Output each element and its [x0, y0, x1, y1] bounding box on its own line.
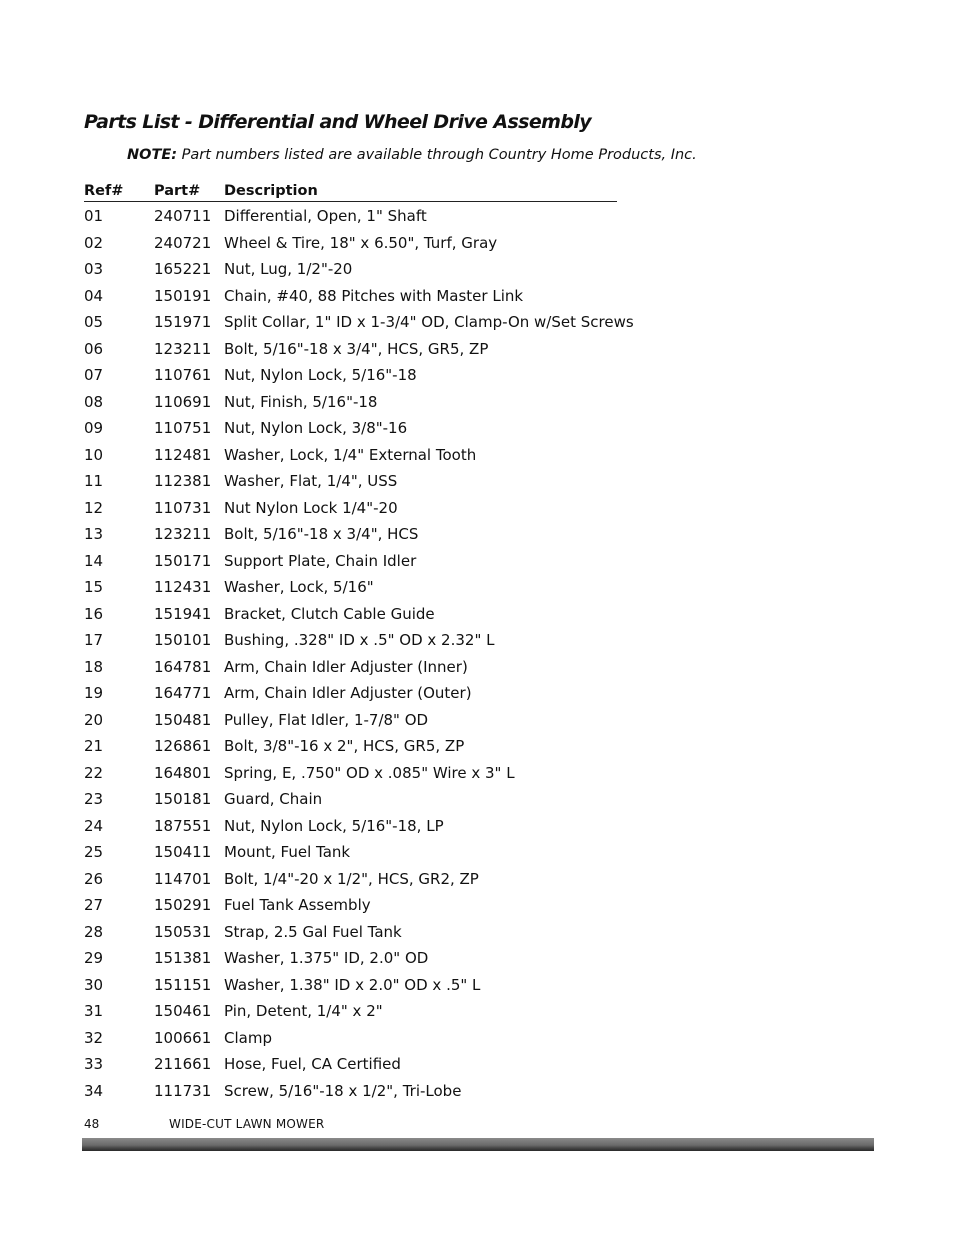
row-description: Nut, Nylon Lock, 3/8"-16 — [224, 419, 408, 437]
row-part: 151151 — [154, 975, 212, 994]
row-part: 165221 — [154, 260, 212, 278]
row-ref: 20 — [84, 710, 104, 729]
row-ref: 31 — [84, 1002, 104, 1020]
row-part: 151971 — [154, 313, 212, 331]
row-ref: 04 — [84, 286, 104, 305]
table-row — [84, 472, 644, 499]
header-rule — [84, 201, 617, 202]
header-ref: Ref# — [84, 183, 124, 199]
row-ref: 07 — [84, 366, 104, 384]
table-row — [84, 1029, 644, 1056]
row-description: Split Collar, 1" ID x 1-3/4" OD, Clamp-On w/Set Screws — [224, 313, 634, 331]
table-row — [84, 499, 644, 526]
row-part: 150481 — [154, 710, 212, 729]
row-description: Nut, Nylon Lock, 5/16"-18 — [224, 366, 417, 384]
row-part: 164801 — [154, 763, 212, 782]
table-row — [84, 923, 644, 950]
table-row — [84, 578, 644, 605]
table-row — [84, 340, 644, 367]
row-description: Arm, Chain Idler Adjuster (Outer) — [224, 684, 472, 702]
row-part: 150171 — [154, 551, 212, 570]
row-ref: 25 — [84, 843, 104, 861]
row-description: Bolt, 5/16"-18 x 3/4", HCS — [224, 525, 419, 543]
row-ref: 18 — [84, 657, 104, 676]
row-description: Washer, 1.375" ID, 2.0" OD — [224, 949, 429, 967]
row-ref: 14 — [84, 551, 104, 570]
row-part: 150411 — [154, 843, 212, 861]
row-description: Nut, Finish, 5/16"-18 — [224, 392, 378, 411]
note-text: Part numbers listed are available through Country Home Products, Inc. — [177, 147, 697, 163]
row-description: Differential, Open, 1" Shaft — [224, 207, 427, 225]
table-row — [84, 949, 644, 976]
footer-bar — [82, 1138, 874, 1151]
table-row — [84, 1002, 644, 1029]
table-row — [84, 260, 644, 287]
row-part: 211661 — [154, 1055, 212, 1073]
row-ref: 01 — [84, 207, 104, 225]
row-ref: 13 — [84, 525, 104, 543]
row-ref: 33 — [84, 1055, 104, 1073]
row-part: 100661 — [154, 1028, 212, 1047]
row-ref: 28 — [84, 922, 104, 941]
table-row — [84, 393, 644, 420]
table-row — [84, 287, 644, 314]
table-row — [84, 684, 644, 711]
row-description: Bolt, 3/8"-16 x 2", HCS, GR5, ZP — [224, 737, 465, 755]
row-ref: 22 — [84, 763, 104, 782]
row-description: Washer, Flat, 1/4", USS — [224, 472, 398, 490]
parts-table — [84, 183, 634, 1100]
row-description: Guard, Chain — [224, 790, 323, 808]
page-title: Parts List - Differential and Wheel Drive Assembly — [84, 111, 592, 133]
table-row — [84, 737, 644, 764]
row-part: 164771 — [154, 684, 212, 702]
table-row — [84, 764, 644, 791]
row-ref: 26 — [84, 869, 104, 888]
row-description: Chain, #40, 88 Pitches with Master Link — [224, 286, 524, 305]
row-part: 112481 — [154, 445, 212, 464]
table-row — [84, 207, 644, 234]
row-part: 126861 — [154, 737, 212, 755]
row-part: 110731 — [154, 498, 212, 517]
table-row — [84, 313, 644, 340]
row-description: Pulley, Flat Idler, 1-7/8" OD — [224, 710, 429, 729]
table-row — [84, 234, 644, 261]
row-description: Bolt, 5/16"-18 x 3/4", HCS, GR5, ZP — [224, 339, 489, 358]
table-row — [84, 605, 644, 632]
row-ref: 17 — [84, 631, 104, 649]
row-part: 123211 — [154, 339, 212, 358]
row-description: Nut, Nylon Lock, 5/16"-18, LP — [224, 816, 444, 835]
row-ref: 19 — [84, 684, 104, 702]
row-ref: 27 — [84, 896, 104, 914]
row-description: Mount, Fuel Tank — [224, 843, 351, 861]
row-ref: 15 — [84, 578, 104, 596]
row-part: 112431 — [154, 578, 212, 596]
footer-doc-title: WIDE-CUT LAWN MOWER — [169, 1117, 325, 1131]
row-ref: 34 — [84, 1081, 104, 1100]
row-ref: 03 — [84, 260, 104, 278]
row-part: 114701 — [154, 869, 212, 888]
row-part: 150191 — [154, 286, 212, 305]
row-ref: 08 — [84, 392, 104, 411]
table-row — [84, 525, 644, 552]
table-row — [84, 552, 644, 579]
row-description: Pin, Detent, 1/4" x 2" — [224, 1002, 383, 1020]
row-ref: 32 — [84, 1028, 104, 1047]
table-row — [84, 446, 644, 473]
row-part: 111731 — [154, 1081, 212, 1100]
row-ref: 10 — [84, 445, 104, 464]
table-row — [84, 896, 644, 923]
note-label: NOTE: — [127, 147, 178, 163]
row-description: Fuel Tank Assembly — [224, 896, 371, 914]
row-part: 187551 — [154, 816, 212, 835]
table-row — [84, 1055, 644, 1082]
row-description: Washer, 1.38" ID x 2.0" OD x .5" L — [224, 975, 481, 994]
table-row — [84, 631, 644, 658]
row-description: Arm, Chain Idler Adjuster (Inner) — [224, 657, 468, 676]
row-part: 110761 — [154, 366, 212, 384]
row-description: Hose, Fuel, CA Certified — [224, 1055, 401, 1073]
row-description: Spring, E, .750" OD x .085" Wire x 3" L — [224, 763, 515, 782]
row-ref: 02 — [84, 233, 104, 252]
row-ref: 16 — [84, 604, 104, 623]
row-ref: 30 — [84, 975, 104, 994]
row-ref: 24 — [84, 816, 104, 835]
row-ref: 29 — [84, 949, 104, 967]
row-ref: 12 — [84, 498, 104, 517]
table-row — [84, 711, 644, 738]
table-row — [84, 976, 644, 1003]
row-ref: 06 — [84, 339, 104, 358]
row-part: 150101 — [154, 631, 212, 649]
row-part: 110691 — [154, 392, 212, 411]
row-description: Bracket, Clutch Cable Guide — [224, 604, 435, 623]
table-row — [84, 366, 644, 393]
row-description: Bushing, .328" ID x .5" OD x 2.32" L — [224, 631, 495, 649]
row-part: 150291 — [154, 896, 212, 914]
row-part: 150461 — [154, 1002, 212, 1020]
table-row — [84, 870, 644, 897]
row-ref: 11 — [84, 472, 104, 490]
row-description: Clamp — [224, 1028, 272, 1047]
row-part: 240711 — [154, 207, 212, 225]
row-ref: 21 — [84, 737, 104, 755]
table-row — [84, 419, 644, 446]
table-row — [84, 843, 644, 870]
row-part: 151381 — [154, 949, 212, 967]
row-part: 151941 — [154, 604, 212, 623]
row-part: 150531 — [154, 922, 212, 941]
row-part: 240721 — [154, 233, 212, 252]
table-header — [84, 183, 624, 202]
row-part: 150181 — [154, 790, 212, 808]
page-number: 48 — [84, 1117, 100, 1131]
note — [127, 147, 697, 163]
table-body — [84, 207, 644, 1108]
header-part: Part# — [154, 183, 201, 199]
row-part: 123211 — [154, 525, 212, 543]
table-row — [84, 658, 644, 685]
header-description: Description — [224, 183, 318, 199]
table-row — [84, 1082, 644, 1109]
row-description: Support Plate, Chain Idler — [224, 551, 417, 570]
row-part: 110751 — [154, 419, 212, 437]
table-row — [84, 790, 644, 817]
row-part: 112381 — [154, 472, 212, 490]
row-description: Nut, Lug, 1/2"-20 — [224, 260, 353, 278]
row-ref: 09 — [84, 419, 104, 437]
row-ref: 05 — [84, 313, 104, 331]
row-description: Wheel & Tire, 18" x 6.50", Turf, Gray — [224, 233, 498, 252]
row-part: 164781 — [154, 657, 212, 676]
row-ref: 23 — [84, 790, 104, 808]
row-description: Strap, 2.5 Gal Fuel Tank — [224, 922, 402, 941]
row-description: Washer, Lock, 1/4" External Tooth — [224, 445, 477, 464]
row-description: Nut Nylon Lock 1/4"-20 — [224, 498, 398, 517]
table-row — [84, 817, 644, 844]
row-description: Washer, Lock, 5/16" — [224, 578, 374, 596]
row-description: Bolt, 1/4"-20 x 1/2", HCS, GR2, ZP — [224, 869, 479, 888]
row-description: Screw, 5/16"-18 x 1/2", Tri-Lobe — [224, 1081, 462, 1100]
